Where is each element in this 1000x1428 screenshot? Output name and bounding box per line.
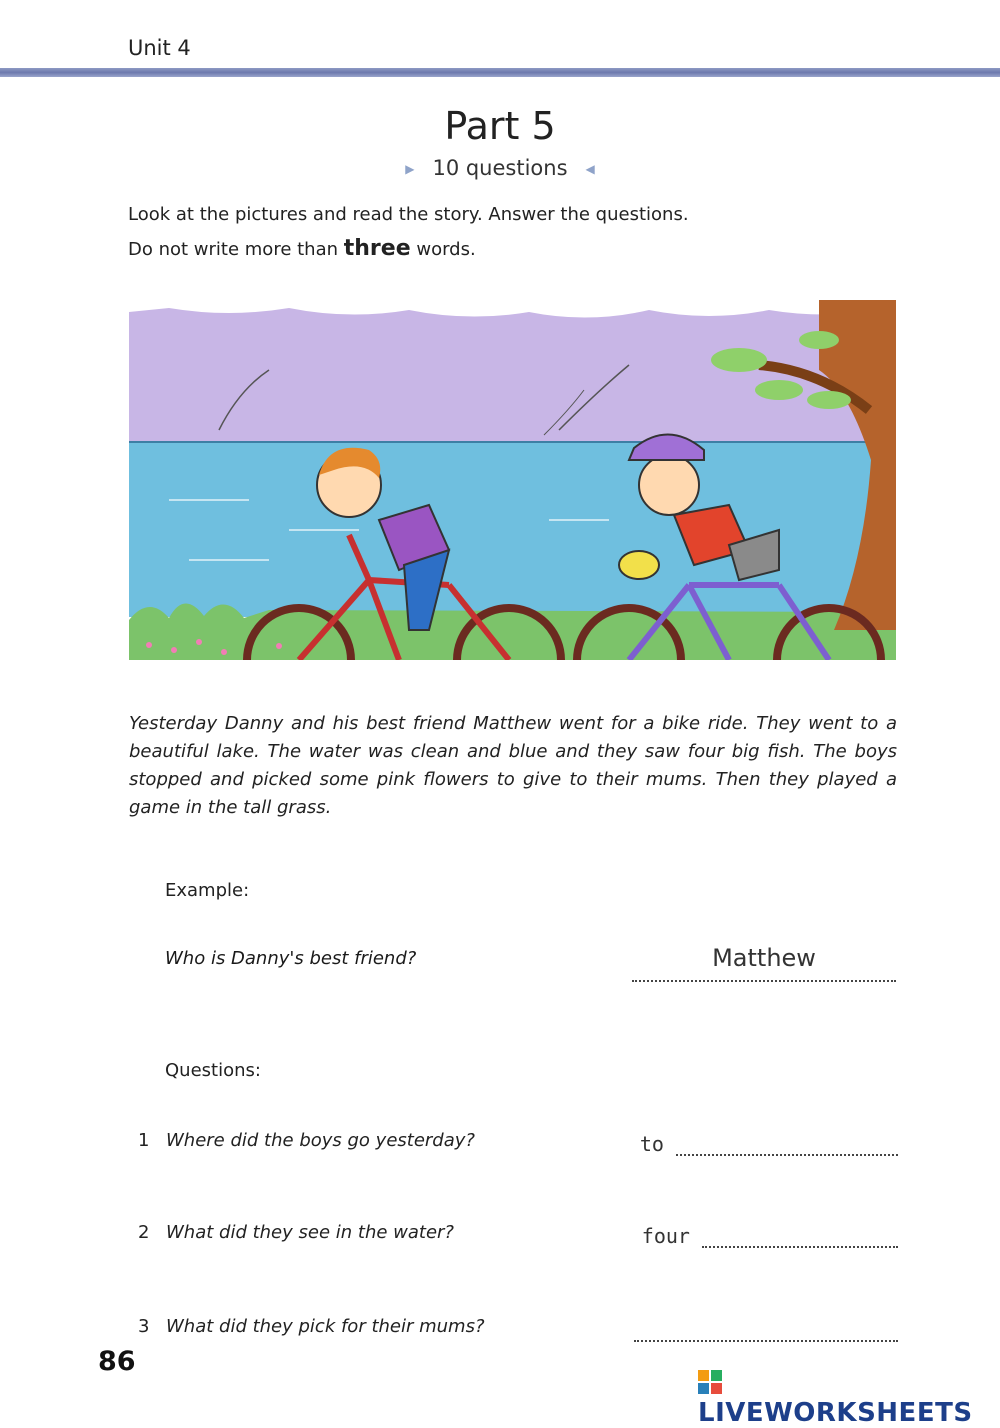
instruction-line-2 bbox=[128, 236, 476, 261]
page-title: Part 5 bbox=[444, 104, 556, 148]
instruction-line-1: Look at the pictures and read the story. Answer the questions. bbox=[128, 204, 689, 225]
instruction-pre: Do not write more than bbox=[128, 239, 344, 260]
question-number: 1 bbox=[138, 1130, 150, 1151]
questions-count bbox=[0, 156, 1000, 180]
answer-field-3[interactable] bbox=[634, 1318, 898, 1342]
header-rule bbox=[0, 68, 1000, 77]
answer-prefix: to bbox=[639, 1132, 664, 1156]
triangle-left-icon: ◀ bbox=[585, 162, 595, 176]
question-text: Where did the boys go yesterday? bbox=[166, 1130, 475, 1151]
question-text: What did they pick for their mums? bbox=[166, 1316, 485, 1337]
example-label: Example: bbox=[165, 880, 250, 901]
instruction-post: words. bbox=[410, 239, 476, 260]
question-row-3 bbox=[138, 1316, 898, 1342]
question-number: 3 bbox=[138, 1316, 150, 1337]
question-row-1 bbox=[138, 1130, 898, 1156]
instruction-emphasis: three bbox=[343, 236, 411, 261]
helmet-yellow bbox=[619, 551, 659, 579]
liveworksheets-icon bbox=[698, 1370, 722, 1394]
unit-label: Unit 4 bbox=[128, 36, 191, 60]
question-row-2 bbox=[138, 1222, 898, 1248]
question-text: What did they see in the water? bbox=[166, 1222, 454, 1243]
question-number: 2 bbox=[138, 1222, 150, 1243]
example-answer-line bbox=[632, 980, 896, 982]
questions-label: Questions: bbox=[165, 1060, 261, 1081]
matthew-head bbox=[639, 455, 699, 515]
story-text: Yesterday Danny and his best friend Matthew went for a bike ride. They went to a beautiful lake. The water was clean and blue and they saw four big fish. The boys stopped and picked some pink flowers to give to their mums. Then they played a game in the tall grass. bbox=[129, 713, 897, 818]
example-answer: Matthew bbox=[712, 944, 816, 972]
example-question: Who is Danny's best friend? bbox=[165, 948, 417, 969]
answer-blank[interactable] bbox=[702, 1244, 898, 1248]
answer-field-2[interactable] bbox=[642, 1224, 898, 1248]
answer-blank[interactable] bbox=[634, 1338, 898, 1342]
story-illustration bbox=[129, 300, 896, 660]
triangle-right-icon: ▶ bbox=[405, 162, 415, 176]
questions-count-text: 10 questions bbox=[432, 156, 568, 180]
answer-blank[interactable] bbox=[676, 1152, 898, 1156]
brand-logo[interactable] bbox=[698, 1368, 1000, 1428]
answer-field-1[interactable] bbox=[640, 1132, 898, 1156]
page-number: 86 bbox=[98, 1346, 136, 1377]
answer-prefix: four bbox=[641, 1224, 690, 1248]
brand-text: LIVEWORKSHEETS bbox=[698, 1398, 973, 1428]
